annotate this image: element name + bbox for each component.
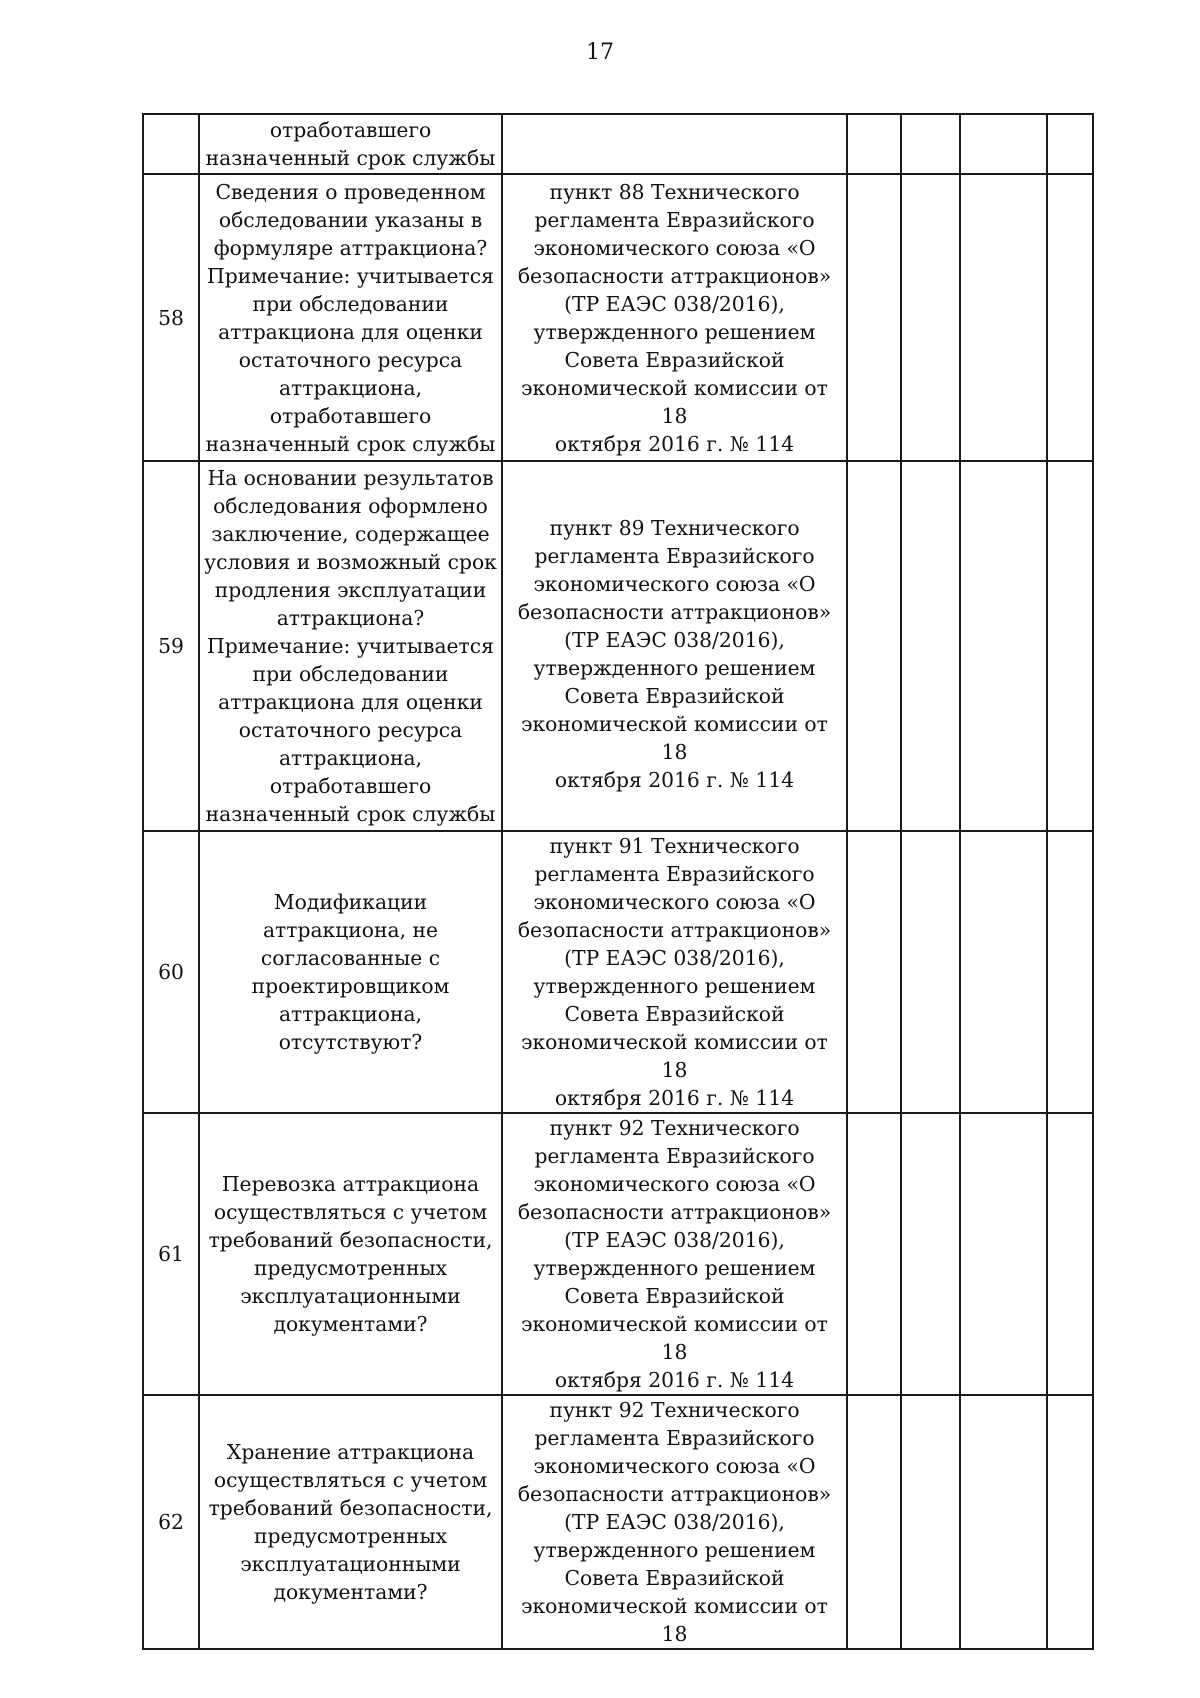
mark-cell: [901, 831, 960, 1113]
requirement-cell: На основании результатов обследования оформлено заключение, содержащее условия и возможный срок продления эксплуатации аттракциона? Примечание: учитывается при обследовании аттракциона для оценки остаточного ресурса аттракциона, отработавшего назначенный срок службы: [199, 461, 502, 831]
mark-cell: [960, 461, 1047, 831]
row-number-cell: 59: [143, 461, 199, 831]
row-number-cell: 61: [143, 1113, 199, 1395]
mark-cell: [847, 114, 901, 174]
row-number-cell: 58: [143, 174, 199, 461]
requirement-cell: Перевозка аттракциона осуществляться с учетом требований безопасности, предусмотренных эксплуатационными документами?: [199, 1113, 502, 1395]
table-row: [143, 461, 1093, 831]
table-row: [143, 1395, 1093, 1649]
mark-cell: [960, 174, 1047, 461]
mark-cell: [901, 1395, 960, 1649]
mark-cell: [847, 461, 901, 831]
requirement-cell: Сведения о проведенном обследовании указаны в формуляре аттракциона? Примечание: учитывается при обследовании аттракциона для оценки остаточного ресурса аттракциона, отработавшего назначенный срок службы: [199, 174, 502, 461]
row-number-cell: 62: [143, 1395, 199, 1649]
reference-cell: пункт 89 Технического регламента Евразийского экономического союза «О безопасности аттракционов» (ТР ЕАЭС 038/2016), утвержденного решением Совета Евразийской экономической комиссии от 18 октября 2016 г. № 114: [502, 461, 847, 831]
mark-cell: [960, 1113, 1047, 1395]
mark-cell: [901, 114, 960, 174]
mark-cell: [901, 1113, 960, 1395]
mark-cell: [1047, 174, 1093, 461]
mark-cell: [1047, 1395, 1093, 1649]
reference-cell: [502, 114, 847, 174]
mark-cell: [1047, 1113, 1093, 1395]
page-number: 17: [586, 40, 614, 65]
mark-cell: [960, 1395, 1047, 1649]
mark-cell: [960, 831, 1047, 1113]
row-number-cell: 60: [143, 831, 199, 1113]
mark-cell: [847, 831, 901, 1113]
mark-cell: [847, 1113, 901, 1395]
table-row: [143, 114, 1093, 174]
reference-cell: пункт 88 Технического регламента Евразийского экономического союза «О безопасности аттракционов» (ТР ЕАЭС 038/2016), утвержденного решением Совета Евразийской экономической комиссии от 18 октября 2016 г. № 114: [502, 174, 847, 461]
mark-cell: [1047, 461, 1093, 831]
table-row: [143, 174, 1093, 461]
mark-cell: [1047, 831, 1093, 1113]
mark-cell: [901, 461, 960, 831]
mark-cell: [901, 174, 960, 461]
reference-cell: пункт 92 Технического регламента Евразийского экономического союза «О безопасности аттракционов» (ТР ЕАЭС 038/2016), утвержденного решением Совета Евразийской экономической комиссии от 18: [502, 1395, 847, 1649]
mark-cell: [1047, 114, 1093, 174]
requirement-cell: Хранение аттракциона осуществляться с учетом требований безопасности, предусмотренных эксплуатационными документами?: [199, 1395, 502, 1649]
requirement-cell: отработавшего назначенный срок службы: [199, 114, 502, 174]
mark-cell: [960, 114, 1047, 174]
row-number-cell: [143, 114, 199, 174]
table-row: [143, 831, 1093, 1113]
reference-cell: пункт 91 Технического регламента Евразийского экономического союза «О безопасности аттракционов» (ТР ЕАЭС 038/2016), утвержденного решением Совета Евразийской экономической комиссии от 18 октября 2016 г. № 114: [502, 831, 847, 1113]
reference-cell: пункт 92 Технического регламента Евразийского экономического союза «О безопасности аттракционов» (ТР ЕАЭС 038/2016), утвержденного решением Совета Евразийской экономической комиссии от 18 октября 2016 г. № 114: [502, 1113, 847, 1395]
checklist-table: [142, 113, 1094, 1650]
requirement-cell: Модификации аттракциона, не согласованные с проектировщиком аттракциона, отсутствуют?: [199, 831, 502, 1113]
mark-cell: [847, 174, 901, 461]
mark-cell: [847, 1395, 901, 1649]
table-row: [143, 1113, 1093, 1395]
